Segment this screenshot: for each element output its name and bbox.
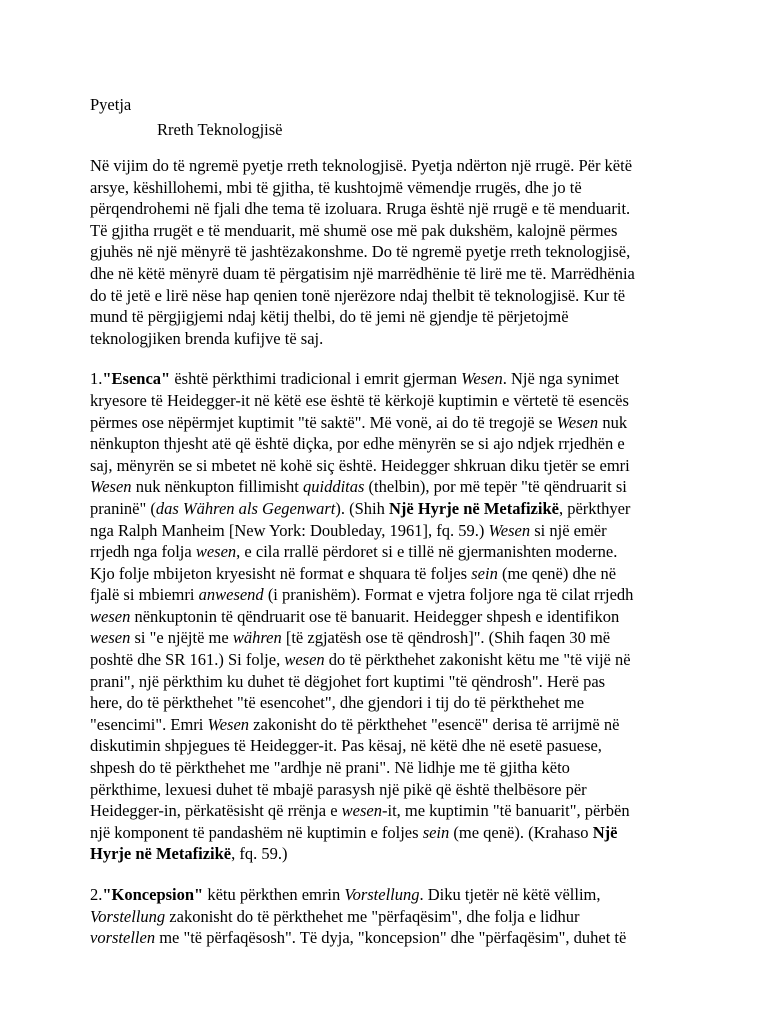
italic-text: währen (232, 628, 282, 648)
italic-text: Wesen (556, 412, 599, 432)
text-run: 1. (90, 369, 103, 389)
italic-text: Vorstellung (344, 885, 420, 904)
text-run: . Diku tjetër në këtë vëllim, (419, 885, 601, 904)
text-run: here, do të përkthehet "të esencohet", dhe gjendori i tij do të përkthehet me (90, 693, 585, 713)
text-line (90, 390, 690, 412)
text-run: Kjo folje mbijeton kryesisht në format e shquara të foljes (90, 563, 472, 583)
italic-text: wesen (341, 801, 382, 821)
italic-text: sein (471, 563, 498, 583)
text-run: praninë" ( (90, 498, 156, 518)
document-body (90, 155, 690, 968)
text-run: (me qenë) dhe në (497, 563, 617, 583)
text-run: 2. (90, 885, 103, 904)
paragraph (90, 155, 690, 349)
italic-text: Wesen (207, 714, 250, 734)
text-run: përqendrohemi në fjali dhe tema të izoluara. Rruga është një rrugë e të menduarit. (90, 199, 631, 219)
text-run: dhe në këtë mënyrë duam të përgatisim një marrëdhënie të lirë me të. Marrëdhënia (90, 263, 635, 283)
text-run: saj, mënyrën se si mbetet në kohë siç është. Heidegger shkruan diku tjetër se emri (90, 455, 630, 475)
italic-text: quidditas (302, 477, 365, 497)
italic-text: Wesen (90, 477, 132, 497)
text-run: nënkuptonin të qëndruarit ose të banuarit. Heidegger shpesh e identifikon (130, 606, 620, 626)
text-run: përkthime, lexuesi duhet të mbajë parasysh një pikë që është thelbësore për (90, 779, 587, 799)
italic-text: Wesen (488, 520, 531, 540)
italic-text: wesen (90, 628, 131, 648)
text-run: arsye, këshillohemi, mbi të gjitha, të kushtojmë vëmendje rrugës, dhe jo të (90, 177, 582, 197)
italic-text: Wesen (461, 369, 503, 389)
text-run: gjuhës në një mënyrë të jashtëzakonshme. Do të ngremë pyetje rreth teknologjisë, (90, 242, 631, 262)
paragraph (90, 884, 690, 949)
text-run: do të jetë e lirë nëse hap qenien tonë njerëzore ndaj thelbit të teknologjisë. Kur të (90, 285, 626, 305)
text-line (90, 476, 690, 498)
text-run: me "të përfaqësosh". Të dyja, "koncepsion" dhe "përfaqësim", duhet të (155, 928, 627, 948)
text-line (90, 498, 690, 520)
text-line (90, 368, 690, 390)
bold-text: Një Hyrje në Metafizikë (388, 498, 559, 518)
text-line (90, 412, 690, 434)
text-run: si një emër (530, 520, 607, 540)
text-run: shpesh do të përkthehet me "ardhje në prani". Në lidhje me të gjitha këto (90, 758, 570, 778)
italic-text: wesen (284, 650, 325, 670)
text-line (90, 735, 690, 757)
text-run: teknologjiken brenda kufijve të saj. (90, 328, 324, 348)
italic-text: das Währen als Gegenwart (155, 498, 336, 518)
text-line (90, 520, 690, 542)
text-run: kryesore të Heidegger-it në këtë ese është të kërkojë kuptimin e vërtetë të esencës (90, 390, 629, 410)
document-title: Rreth Teknologjisë (157, 120, 283, 139)
text-run: fjalë si mbiemri (90, 585, 199, 605)
text-run: zakonisht do të përkthehet me "përfaqësim", dhe folja e lidhur (165, 906, 580, 926)
text-line (90, 714, 690, 736)
text-run: nënkupton thjesht atë që është diçka, por edhe mënyrën se si ajo ndjek rrjedhën e (90, 434, 625, 454)
text-run: do të përkthehet zakonisht këtu me "të vijë në (324, 650, 631, 670)
italic-text: anwesend (198, 585, 264, 605)
paragraph (90, 368, 690, 865)
text-line (90, 177, 690, 199)
text-run: , fq. 59.) (231, 844, 288, 864)
text-line (90, 822, 690, 844)
text-run: përmes ose nëpërmjet kuptimit "të saktë". Më vonë, ai do të tregojë se (90, 412, 557, 432)
text-run: (thelbin), por më tepër "të qëndruarit si (364, 477, 627, 497)
text-run: Të gjitha rrugët e të menduarit, më shumë ose më pak dukshëm, kalojnë përmes (90, 220, 618, 240)
text-run: Heidegger-in, përkatësisht që rrënja e (90, 801, 342, 821)
text-run: poshtë dhe SR 161.) Si folje, (90, 650, 285, 670)
text-run: , përkthyer (558, 498, 631, 518)
text-run: këtu përkthen emrin (203, 885, 345, 904)
text-line (90, 927, 690, 949)
text-line (90, 800, 690, 822)
text-run: , e cila rrallë përdoret si e tillë në gjermanishten moderne. (236, 542, 618, 562)
text-line (90, 627, 690, 649)
italic-text: Vorstellung (90, 906, 166, 926)
text-line (90, 757, 690, 779)
text-run: (i pranishëm). Format e vjetra foljore nga të cilat rrjedh (263, 585, 634, 605)
text-run: mund të përgjigjemi ndaj këtij thelbi, do të jemi në gjendje të përjetojmë (90, 307, 569, 327)
text-line (90, 541, 690, 563)
text-run: [të zgjatësh ose të qëndrosh]". (Shih faqen 30 më (281, 628, 611, 648)
text-run: nga Ralph Manheim [New York: Doubleday, 1961], fq. 59.) (90, 520, 489, 540)
italic-text: vorstellen (90, 928, 156, 948)
text-line (90, 779, 690, 801)
text-line (90, 328, 690, 350)
text-line (90, 198, 690, 220)
text-line (90, 306, 690, 328)
text-line (90, 606, 690, 628)
text-run: . Një nga synimet (502, 369, 620, 389)
text-run: rrjedh nga folja (90, 542, 196, 562)
italic-text: wesen (195, 542, 237, 562)
text-run: "esencimi". Emri (90, 714, 208, 734)
text-run: nuk nënkupton fillimisht (131, 477, 303, 497)
text-line (90, 671, 690, 693)
text-run: diskutimin shpjegues të Heidegger-it. Pas kësaj, në këtë dhe në esetë pasuese, (90, 736, 602, 756)
text-run: si "e njëjtë me (130, 628, 233, 648)
bold-text: "Koncepsion" (102, 885, 204, 904)
bold-text: "Esenca" (102, 369, 171, 389)
text-line (90, 433, 690, 455)
bold-text: Hyrje në Metafizikë (90, 844, 232, 864)
text-line (90, 649, 690, 671)
italic-text: sein (422, 822, 450, 842)
text-line (90, 241, 690, 263)
text-run: nuk (598, 412, 628, 432)
document-label: Pyetja (90, 95, 132, 114)
text-line (90, 884, 690, 906)
text-line (90, 155, 690, 177)
text-run: është përkthimi tradicional i emrit gjerman (170, 369, 462, 389)
text-line (90, 906, 690, 928)
text-line (90, 843, 690, 865)
text-line (90, 285, 690, 307)
text-run: Në vijim do të ngremë pyetje rreth teknologjisë. Pyetja ndërton një rrugë. Për këtë (90, 156, 633, 175)
text-line (90, 563, 690, 585)
text-run: prani", një përkthim ku duhet të dëgjohet fort kuptimi "të qëndrosh". Herë pas (90, 671, 606, 691)
bold-text: Një (592, 822, 618, 842)
text-line (90, 692, 690, 714)
text-line (90, 584, 690, 606)
text-run: një komponent të pandashëm në kuptimin e foljes (90, 822, 423, 842)
text-line (90, 220, 690, 242)
text-line (90, 263, 690, 285)
italic-text: wesen (90, 606, 131, 626)
text-run: zakonisht do të përkthehet "esencë" derisa të arrijmë në (249, 714, 620, 734)
text-run: -it, me kuptimin "të banuarit", përbën (381, 801, 630, 821)
text-run: (me qenë). (Krahaso (449, 822, 593, 842)
text-line (90, 455, 690, 477)
text-run: ). (Shih (335, 498, 389, 518)
